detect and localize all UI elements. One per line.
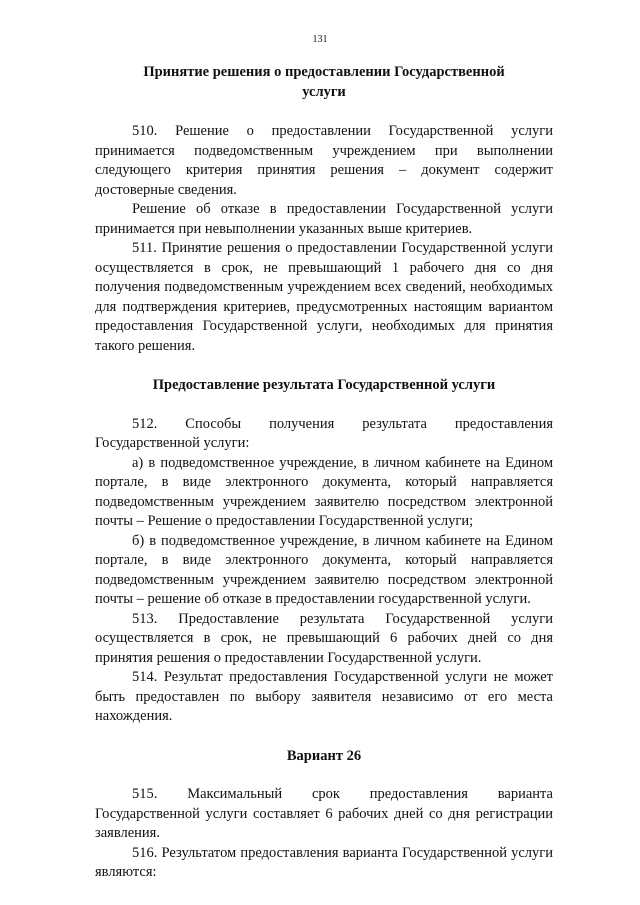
section-heading-result: Предоставление результата Государственной услуги [152,377,496,393]
paragraph-510-refusal: Решение об отказе в предоставлении Государственной услуги принимается при невыполнении указанных выше критериев. [95,201,553,237]
paragraph-512-b: б) в подведомственное учреждение, в личном кабинете на Едином портале, в виде электронного документа, который направляется подведомственным учреждением заявителю посредством электронной почты – решение об отказе в предоставлении государственной услуги. [95,532,553,607]
section-heading-decision: Принятие решения о предоставлении Государственной услуги [143,64,505,100]
section-heading-variant: Вариант 26 [286,747,362,764]
paragraph-512: 512. Способы получения результата предоставления Государственной услуги: [95,415,553,451]
paragraph-510: 510. Решение о предоставлении Государственной услуги принимается подведомственным учреждением при выполнении следующего критерия принятия решения – документ содержит достоверные сведения. [95,123,553,198]
paragraph-511: 511. Принятие решения о предоставлении Государственной услуги осуществляется в срок, не превышающий 1 рабочего дня со дня получения подведомственным учреждением всех сведений, необходимых для подтверждения критериев, предусмотренных настоящим вариантом предоставления Государственной услуги, необходимых для принятия такого решения. [95,240,553,354]
paragraph-513: 513. Предоставление результата Государственной услуги осуществляется в срок, не превышающий 6 рабочих дней со дня принятия решения о предоставлении Государственной услуги. [95,610,553,666]
paragraph-516: 516. Результатом предоставления варианта Государственной услуги являются: [95,844,553,880]
page-body [95,63,553,883]
paragraph-514: 514. Результат предоставления Государственной услуги не может быть предоставлен по выбору заявителя независимо от его места нахождения. [95,669,553,724]
page-number: 131 [312,34,328,45]
paragraph-515: 515. Максимальный срок предоставления варианта Государственной услуги составляет 6 рабочих дней со дня регистрации заявления. [95,786,553,841]
paragraph-512-a: а) в подведомственное учреждение, в личном кабинете на Едином портале, в виде электронного документа, который направляется подведомственным учреждением заявителю посредством электронной почты – Решение о предоставлении Государственной услуги; [95,454,553,529]
